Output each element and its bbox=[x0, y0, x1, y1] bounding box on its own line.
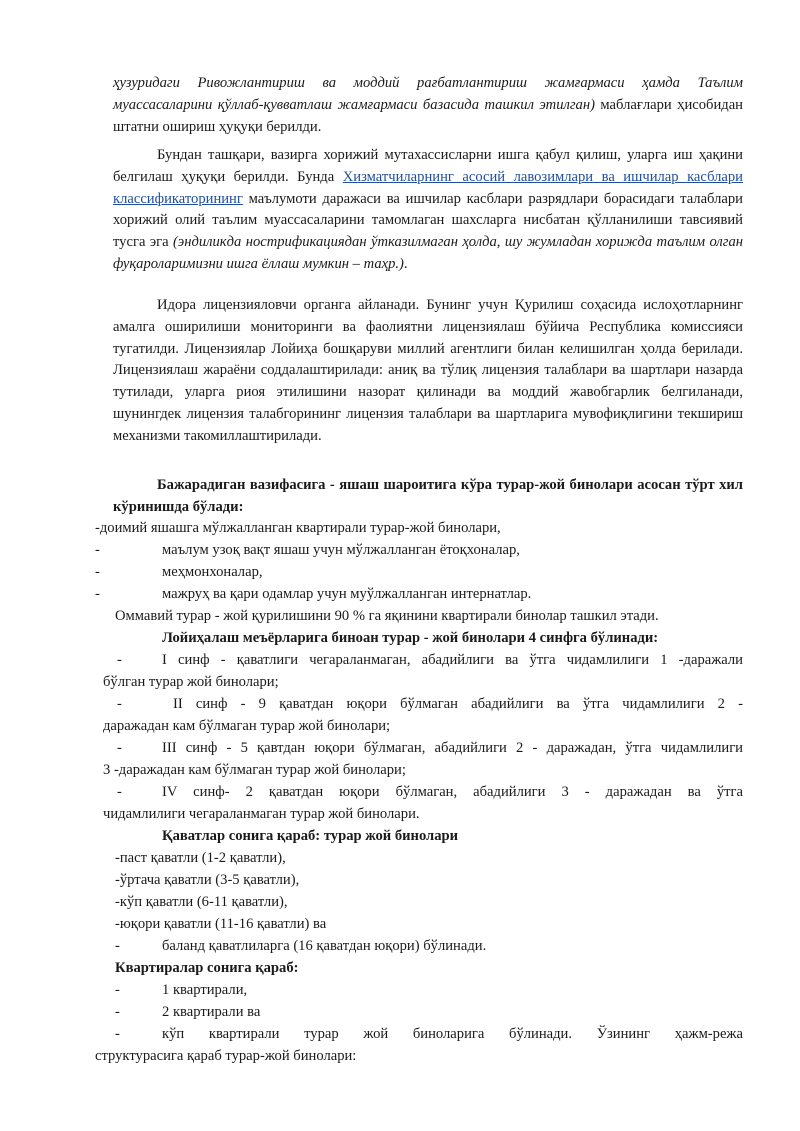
list-dash: - bbox=[117, 696, 122, 712]
section-heading-apartments: Квартиралар сонига қараб: bbox=[115, 960, 299, 976]
class-item-4-line1: IV синф- 2 қаватдан юқори бўлмаган, абадийлиги 3 - даражадан ва ўтга bbox=[162, 784, 743, 800]
list-item: меҳмонхоналар, bbox=[162, 564, 263, 580]
list-dash: - bbox=[117, 652, 122, 668]
section-heading-floors: Қаватлар сонига қараб: турар жой бинолари bbox=[162, 828, 459, 844]
list-item: 2 квартирали ва bbox=[162, 1004, 261, 1020]
list-dash: - bbox=[115, 1004, 120, 1020]
class-item-3-line2: 3 -даражадан кам бўлмаган турар жой бинолари; bbox=[103, 762, 406, 778]
paragraph-foreign-specialists bbox=[113, 145, 743, 276]
list-dash: - bbox=[95, 586, 100, 602]
list-item: -кўп қаватли (6-11 қаватли), bbox=[115, 894, 288, 910]
class-item-2-line1: II синф - 9 қаватдан юқори бўлмаган абадийлиги ва ўтга чидамлилиги 2 - bbox=[173, 696, 743, 712]
list-dash: - bbox=[115, 938, 120, 954]
paragraph-text: маълумоти даражаси ва ишчилар касблари разрядлари борасидаги талаблари хорижий олий таълим муассасаларини тамомлаган шахсларга нисбатан қўлланилиши тавсиявий тусга эга bbox=[113, 190, 743, 251]
section-heading-classes: Лойиҳалаш меъёрларига биноан турар - жой бинолари 4 синфга бўлинади: bbox=[162, 630, 659, 646]
class-item-2-line2: даражадан кам бўлмаган турар жой бинолари; bbox=[103, 718, 391, 734]
statistic-text: Оммавий турар - жой қурилишини 90 % га яқинини квартирали бинолар ташкил этади. bbox=[115, 608, 659, 624]
paragraph-text: маблағлари ҳисобидан штатни ошириш ҳуқуқи берилди. bbox=[113, 96, 743, 135]
list-item: -ўртача қаватли (3-5 қаватли), bbox=[115, 872, 300, 888]
list-item: -юқори қаватли (11-16 қаватли) ва bbox=[115, 916, 327, 932]
class-item-1-line2: бўлган турар жой бинолари; bbox=[103, 674, 279, 690]
classifier-link[interactable]: Хизматчиларнинг асосий лавозимлари ва ишчилар касблари классификаторининг bbox=[113, 168, 743, 207]
list-item: -паст қаватли (1-2 қаватли), bbox=[115, 850, 286, 866]
list-item: кўп квартирали турар жой биноларига бўлинади. Ўзининг ҳажм-режа bbox=[162, 1026, 743, 1042]
paragraph-licensing: Идора лицензияловчи органга айланади. Бунинг учун Қурилиш соҳасида ислоҳотларнинг амалга оширилиши мониторинги ва фаолиятни лицензиялаш бўйича Республика комиссияси тугатилди. Лицензиялар Лойиҳа бошқаруви миллий агентлиги билан келишилган ҳолда берилади. Лицензиялаш жараёни соддалаштирилади: аниқ ва тўлиқ лицензия талаблари ва шартлари назарда тутилади, уларга риоя этилишини назорат қилинади ва моддий жавобгарлик белгиланади, шунингдек лицензия талабгорининг лицензия талаблари ва шартларига мувофиқлигини текшириш механизми такомиллаштирилади. bbox=[113, 297, 743, 444]
class-item-1-line1: I синф - қаватлиги чегараланмаган, абадийлиги ва ўтга чидамлилиги 1 -даражали bbox=[162, 652, 743, 668]
list-dash: - bbox=[95, 542, 100, 558]
list-item: мажруҳ ва қари одамлар учун муўлжалланган интернатлар. bbox=[162, 586, 532, 602]
italic-note: (эндиликда нострификациядан ўтказилмаган ҳолда, шу жумладан хорижда таълим олган фуқароларимизни ишга ёллаш мумкин – таҳр.) bbox=[113, 234, 743, 272]
paragraph-text: Бундан ташқари, вазирга хорижий мутахассисларни ишга қабул қилиш, уларга иш ҳақини белгилаш ҳуқуқи берилди. Бунда bbox=[113, 147, 743, 185]
paragraph-text: . bbox=[403, 255, 408, 272]
paragraph-funds bbox=[113, 73, 743, 138]
section-heading-purpose: Бажарадиган вазифасига - яшаш шароитига кўра турар-жой бинолари асосан тўрт хил кўринишда бўлади: bbox=[113, 477, 743, 515]
list-item: -доимий яшашга мўлжалланган квартирали турар-жой бинолари, bbox=[95, 520, 501, 536]
list-item: баланд қаватлиларга (16 қаватдан юқори) бўлинади. bbox=[162, 938, 487, 954]
list-dash: - bbox=[115, 1026, 120, 1042]
list-item: 1 квартирали, bbox=[162, 982, 248, 998]
list-item: маълум узоқ вақт яшаш учун мўлжалланган ётоқхоналар, bbox=[162, 542, 520, 558]
list-dash: - bbox=[117, 740, 122, 756]
list-item-continuation: структурасига қараб турар-жой бинолари: bbox=[95, 1048, 357, 1064]
class-item-4-line2: чидамлилиги чегараланмаган турар жой бинолари. bbox=[103, 806, 420, 822]
list-dash: - bbox=[115, 982, 120, 998]
list-dash: - bbox=[117, 784, 122, 800]
italic-text: ҳузуридаги Ривожлантириш ва моддий рағбатлантириш жамғармаси ҳамда Таълим муассасаларини қўллаб-қувватлаш жамғармаси базасида ташкил этилган) bbox=[113, 75, 743, 113]
class-item-3-line1: III синф - 5 қавтдан юқори бўлмаган, абадийлиги 2 - даражадан, ўтга чидамлилиги bbox=[162, 740, 743, 756]
list-dash: - bbox=[95, 564, 100, 580]
